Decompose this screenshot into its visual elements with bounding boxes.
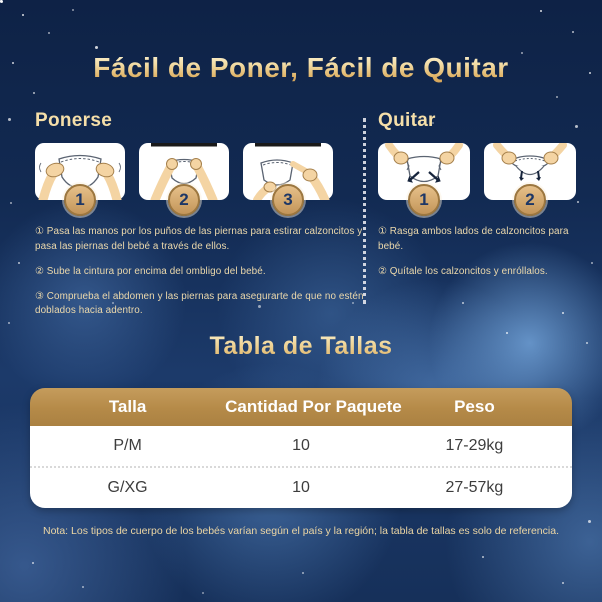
size-cell-peso: 27-57kg <box>445 479 504 496</box>
ponerse-step3-card <box>243 143 333 209</box>
size-cell-cantidad: 10 <box>292 437 310 454</box>
page-title: Fácil de Poner, Fácil de Quitar <box>0 52 602 84</box>
section-divider-dotted-line <box>363 118 366 304</box>
ponerse-step1-card <box>35 143 125 209</box>
quitar-cards <box>378 143 592 209</box>
step-number-badge: 3 <box>272 184 304 216</box>
size-table-row-pm <box>30 426 572 466</box>
quitar-step-text: ① Rasga ambos lados de calzoncitos para bebé. <box>378 226 569 252</box>
size-table-header-row <box>30 388 572 426</box>
footer-note: Nota: Los tipos de cuerpo de los bebés varían según el país y la región; la tabla de tallas es solo de referencia. <box>43 525 559 537</box>
size-cell-peso: 17-29kg <box>445 437 504 454</box>
size-cell-talla: G/XG <box>107 479 148 496</box>
size-table <box>30 388 572 508</box>
ponerse-step-text: ② Sube la cintura por encima del ombligo del bebé. <box>35 265 266 277</box>
quitar-step1-card <box>378 143 470 209</box>
ponerse-step2-card <box>139 143 229 209</box>
step-number-badge: 2 <box>514 184 546 216</box>
size-table-title: Tabla de Tallas <box>0 332 602 361</box>
quitar-step-text: ② Quítale los calzoncitos y enróllalos. <box>378 265 548 277</box>
ponerse-heading: Ponerse <box>35 110 113 131</box>
size-table-body <box>30 426 572 508</box>
instructions-area <box>35 110 582 330</box>
ponerse-steps <box>35 225 367 319</box>
size-table-header-cantidad: Cantidad Por Paquete <box>225 397 402 416</box>
size-table-row-gxg <box>30 466 572 508</box>
step-number-badge: 1 <box>64 184 96 216</box>
size-cell-cantidad: 10 <box>292 479 310 496</box>
ponerse-step-text: ③ Comprueba el abdomen y las piernas para asegurarte de que no estén doblados hacia adentro. <box>35 290 364 317</box>
quitar-steps <box>378 225 592 280</box>
step-number-badge: 2 <box>168 184 200 216</box>
size-table-header-talla: Talla <box>108 397 147 416</box>
size-table-header-peso: Peso <box>454 397 495 416</box>
ponerse-cards <box>35 143 367 209</box>
ponerse-step-text: ① Pasa las manos por los puños de las piernas para estirar calzoncitos y pasa las piernas del bebé a través de ellos. <box>35 226 363 252</box>
quitar-step2-card <box>484 143 576 209</box>
section-quitar <box>378 110 592 290</box>
section-ponerse <box>35 110 367 329</box>
step-number-badge: 1 <box>408 184 440 216</box>
quitar-heading: Quitar <box>378 110 436 131</box>
size-cell-talla: P/M <box>113 437 142 454</box>
